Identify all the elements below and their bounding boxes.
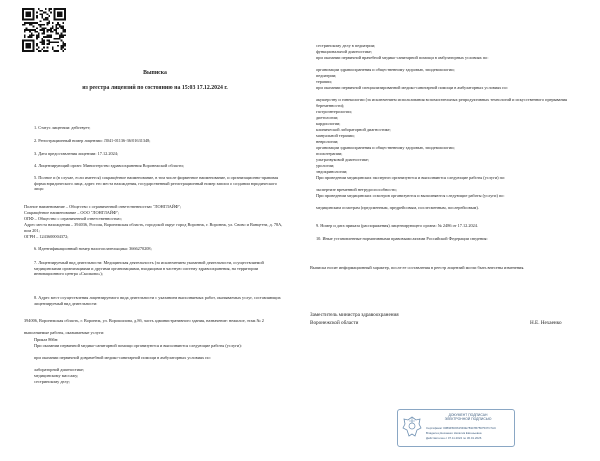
informational-disclaimer: Выписка носит информационный характер, после ее составления в реестр лицензий могли быть внесены изменения. — [310, 265, 525, 270]
licensed-activity: 7. Лицензируемый вид деятельности: Медицинская деятельность (за исключением указанной деятельности, осуществляемой медицинскими организациями и другими организациями, входящими в частную систему здравоохранения, на территории инновационного центра «Сколково»); — [34, 260, 264, 277]
service-gastroenterology: гастроэнтерологии; — [316, 109, 352, 114]
service-therapy: терапии; — [316, 79, 332, 84]
service-ultrasound: ультразвуковой диагностике; — [316, 157, 370, 162]
service-gynecology: акушерству и гинекологии (за исключением использования вспомогательных репродуктивных технологий и искусственного прерывания беременности); — [316, 97, 568, 108]
licensing-authority: 4. Лицензирующий орган: Министерство здравоохранения Воронежской области; — [34, 163, 184, 168]
other-information: 10. Иные установленные нормативными правовыми актами Российской Федерации сведения: — [316, 236, 488, 241]
service-pediatric-nursing: сестринскому делу в педиатрии; — [316, 43, 376, 48]
service-lab-diagnostics: лабораторной диагностике; — [34, 367, 85, 372]
stamp-header-line2: ЭЛЕКТРОННОЙ ПОДПИСЬЮ — [444, 417, 492, 422]
order-number-date: 9. Номер и дата приказа (распоряжения) лицензирующего органа: № 2486 от 17.12.2024. — [316, 223, 479, 228]
service-medical-exams: медицинским осмотрам (предсменным, предрейсовым, послесменным, послерейсовым). — [316, 205, 479, 210]
electronic-signature-stamp — [397, 409, 515, 447]
primary-care-heading: При оказании первичной медико-санитарной помощи организуются и выполняются следующие работы (услуги): — [34, 343, 242, 348]
stamp-certificate: Сертификат 00B9F5D6615F0E78347B7567537C7AC — [426, 427, 497, 430]
medical-expertise-heading: При проведении медицинских экспертиз организуются и выполняются следующие работы (услуги) по: — [316, 175, 506, 180]
signer-position-line1: Заместитель министра здравоохранения — [310, 312, 399, 318]
entity-full-name: Полное наименование – Общество с ограниченной ответственностью "ЛОНГЛАЙФ"; — [24, 204, 182, 209]
entity-address: Адрес места нахождения – 394036, Россия, Воронежская область, городской округ город Воронеж, г. Воронеж, ул. Свово и Ванцетти, д. 78А, пом 201; — [24, 222, 283, 233]
license-status: 1. Статус лицензии: действует; — [34, 125, 91, 130]
medical-exams-heading: При проведении медицинских осмотров организуются и выполняются следующие работы (услуги) по: — [316, 193, 505, 198]
pre-doctor-care-heading: при оказании первичной доврачебной медико-санитарной помощи в амбулаторных условиях по: — [34, 355, 211, 360]
stamp-header-line1: ДОКУМЕНТ ПОДПИСАН — [448, 413, 488, 417]
activity-addresses-heading: 8. Адрес мест осуществления лицензируемого вида деятельности с указанием выполняемых работ, оказываемых услуг, составляющих лицензируемый вид деятельности: — [34, 295, 281, 306]
stamp-header — [426, 413, 510, 421]
activity-address: 394006, Воронежская область, г. Воронеж, ул. Ворошилова, д.8б, часть административного здания, назначение: нежилое, этаж № 2 — [24, 318, 264, 323]
license-date: 3. Дата предоставления лицензии: 17.12.2024; — [34, 151, 119, 156]
signer-position-line2: Воронежской области — [310, 320, 359, 326]
entity-description-heading: 5. Полное и (в случае, если имеется) сокращённое наименование, в том числе фирменное наименование, и организационно-правовая форма юридического лица, адрес его места нахождения, государственный регистрационный номер записи о создании юридического лица: — [34, 175, 279, 192]
doctor-care-heading: при оказании первичной врачебной медико-санитарной помощи в амбулаторных условиях по: — [316, 55, 489, 60]
service-cardiology: кардиологии; — [316, 121, 341, 126]
tax-id: 6. Идентификационный номер налогоплательщика: 3666270208; — [34, 246, 152, 251]
specialized-care-heading: при оказании первичной специализированной медико-санитарной помощи в амбулаторных условиях по: — [316, 85, 508, 90]
service-temp-disability: экспертизе временной нетрудоспособности; — [316, 187, 397, 192]
service-psychotherapy: психотерапии; — [316, 151, 343, 156]
entity-ogrn: ОГРН – 1243600004372; — [24, 234, 69, 239]
stamp-owner: Владелец Нехаенко Наталия Евгеньевна — [426, 432, 482, 435]
service-massage: медицинскому массажу; — [34, 373, 79, 378]
service-manual-therapy: мануальной терапии; — [316, 133, 355, 138]
service-functional-diagnostics: функциональной диагностике; — [316, 49, 373, 54]
entity-short-name: Сокращённое наименование – ООО "ЛОНГЛАЙФ"; — [24, 210, 120, 215]
service-neurology: неврологии; — [316, 139, 339, 144]
service-endocrinology: эндокринологии; — [316, 169, 348, 174]
service-clinical-lab: клинической лабораторной диагностике; — [316, 127, 391, 132]
service-health-organization-2: организации здравоохранения и общественному здоровью, эпидемиологии; — [316, 145, 455, 150]
coat-of-arms-icon — [401, 415, 423, 439]
order-866n: Приказ 866н: — [34, 337, 59, 342]
document-title: Выписка — [143, 70, 167, 76]
entity-legal-form: ОПФ – Общество с ограниченной ответственностью; — [24, 216, 122, 221]
qr-code — [22, 8, 66, 52]
service-dietology: диетологии; — [316, 115, 339, 120]
signer-name: Н.Е. Нехаенко — [530, 320, 562, 326]
stamp-validity: Действителен с 07.11.2024 по 30.01.2026 — [426, 437, 482, 440]
service-pediatrics: педиатрии; — [316, 73, 337, 78]
service-urology: урологии; — [316, 163, 335, 168]
document-subtitle: из реестра лицензий по состоянию на 15:03 17.12.2024 г. — [82, 85, 228, 91]
service-nursing: сестринскому делу; — [34, 379, 70, 384]
works-services-label: выполняемые работы, оказываемые услуги: — [24, 330, 105, 335]
registration-number: 2. Регистрационный номер лицензии: Л041-01136-36/01631348; — [34, 138, 151, 143]
service-health-organization-1: организации здравоохранения и общественному здоровью, эпидемиологии; — [316, 67, 455, 72]
